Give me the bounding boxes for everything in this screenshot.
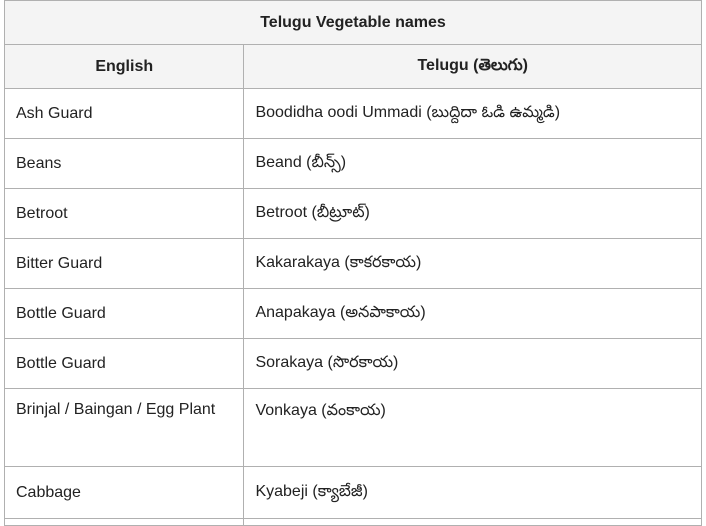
english-name-cell: Bottle Guard	[5, 289, 244, 339]
table-row-cutoff	[5, 519, 702, 526]
vegetable-names-table	[4, 0, 702, 526]
table-title-row	[5, 1, 702, 45]
english-name-cell: Beans	[5, 139, 244, 189]
english-name-cell: Ash Guard	[5, 89, 244, 139]
telugu-name-cell: Betroot (బీట్రూట్)	[244, 189, 702, 239]
table-row	[5, 139, 702, 189]
english-name-cell: Brinjal / Baingan / Egg Plant	[5, 389, 244, 467]
empty-cell	[5, 519, 244, 526]
table-row	[5, 289, 702, 339]
column-header-english: English	[5, 45, 244, 89]
english-name-cell: Betroot	[5, 189, 244, 239]
table-title: Telugu Vegetable names	[5, 1, 702, 45]
telugu-name-cell: Kyabeji (క్యాబేజీ)	[244, 467, 702, 519]
english-name-cell: Cabbage	[5, 467, 244, 519]
table-row	[5, 339, 702, 389]
telugu-name-cell: Anapakaya (అనపాకాయ)	[244, 289, 702, 339]
english-name-cell: Bitter Guard	[5, 239, 244, 289]
telugu-name-cell: Kakarakaya (కాకరకాయ)	[244, 239, 702, 289]
column-header-telugu: Telugu (తెలుగు)	[244, 45, 702, 89]
telugu-name-cell: Sorakaya (సొరకాయ)	[244, 339, 702, 389]
table-row	[5, 239, 702, 289]
table-header-row	[5, 45, 702, 89]
telugu-name-cell: Vonkaya (వంకాయ)	[244, 389, 702, 467]
table-row	[5, 389, 702, 467]
english-name-cell: Bottle Guard	[5, 339, 244, 389]
table-row	[5, 467, 702, 519]
telugu-name-cell: Boodidha oodi Ummadi (బుద్దిదా ఓడి ఉమ్మడి)	[244, 89, 702, 139]
table-row	[5, 189, 702, 239]
telugu-name-cell: Beand (బీన్స్)	[244, 139, 702, 189]
table-row	[5, 89, 702, 139]
empty-cell	[244, 519, 702, 526]
